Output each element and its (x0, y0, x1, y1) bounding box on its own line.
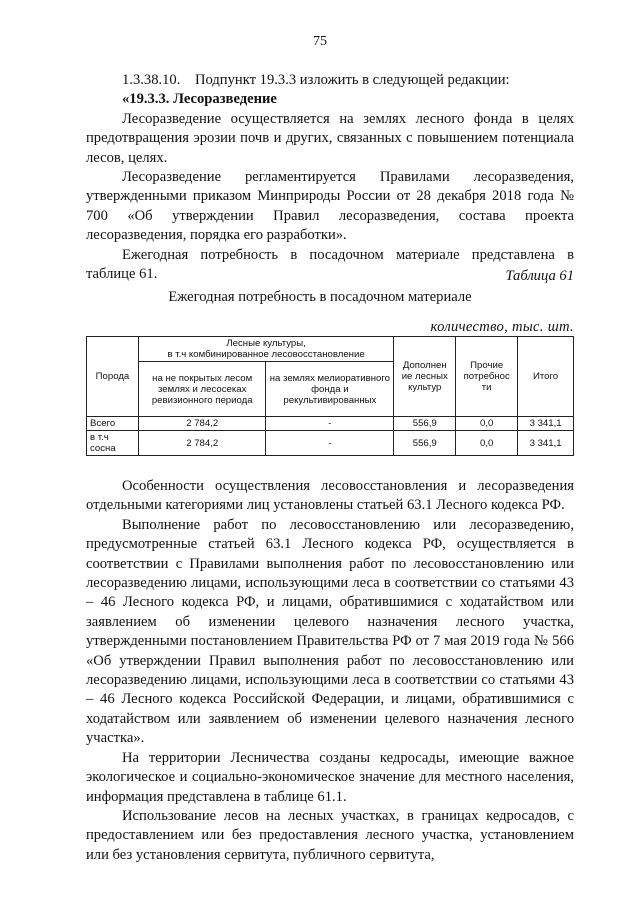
cell-breed: Всего (87, 417, 139, 431)
paragraph-6: На территории Лесничества созданы кедросады, имеющие важное экологическое и социально-экономическое значение для местного населения, информация представлена в таблице 61.1. (86, 749, 574, 805)
body-block (86, 477, 574, 865)
paragraph-7: Использование лесов на лесных участках, в границах кедросадов, с предоставлением или без предоставления лесного участка, установлением или без установления сервитута, публичного сервитута, (86, 807, 574, 863)
paragraph-1: Лесоразведение осуществляется на землях лесного фонда в целях предотвращения эрозии почв и других, связанных с повышением потенциала лесов, целях. (86, 110, 574, 166)
cell-unforested: 2 784,2 (138, 417, 266, 431)
amendment-line: 1.3.38.10. Подпункт 19.3.3 изложить в следующей редакции: (122, 72, 510, 88)
cell-total: 3 341,1 (518, 417, 574, 431)
header-reclamation-lands: на землях мелиоративного фонда и рекультивированных (266, 362, 394, 417)
cell-other: 0,0 (456, 431, 518, 456)
table-header-row (87, 337, 574, 362)
header-breed: Порода (87, 337, 139, 417)
cell-supplement: 556,9 (394, 431, 456, 456)
page-number: 75 (313, 34, 327, 49)
section-heading: «19.3.3. Лесоразведение (122, 91, 277, 108)
cell-total: 3 341,1 (518, 431, 574, 456)
table-row (87, 431, 574, 456)
table-row (87, 417, 574, 431)
table-title: Ежегодная потребность в посадочном материале (168, 289, 472, 305)
paragraph-4: Особенности осуществления лесовосстановления и лесоразведения отдельными категориями лиц установлены статьей 63.1 Лесного кодекса РФ. (86, 478, 574, 514)
cell-supplement: 556,9 (394, 417, 456, 431)
intro-block (86, 71, 574, 284)
paragraph-5: Выполнение работ по лесовосстановлению или лесоразведению, предусмотренные статьей 63.1 Лесного кодекса РФ, осуществляется в соответствии с Правилами выполнения работ по лесовосстановлению или лесоразведению лицами, использующими леса в соответствии со статьями 43 – 46 Лесного кодекса РФ, и лицами, обратившимися с ходатайством или заявлением об изменении целевого назначения лесного участка, утвержденными постановлением Правительства РФ от 7 мая 2019 года № 566 «Об утверждении Правил выполнения работ по лесовосстановлению или лесоразведению лицами, использующими леса в соответствии со статьями 43 – 46 Лесного кодекса Российской Федерации, и лицами, обратившимися с ходатайством или заявлением об изменении целевого назначения лесного участка». (86, 516, 574, 747)
header-supplement: Дополнен ие лесных культур (394, 337, 456, 417)
cell-unforested: 2 784,2 (138, 431, 266, 456)
seedling-table (86, 336, 574, 456)
paragraph-3: Ежегодная потребность в посадочном материале представлена в таблице 61. (86, 246, 574, 283)
header-other-needs: Прочие потребнос ти (456, 337, 518, 417)
header-total: Итого (518, 337, 574, 417)
table-caption: Таблица 61 (505, 268, 574, 284)
cell-breed: в т.ч сосна (87, 431, 139, 456)
header-unforested-lands: на не покрытых лесом землях и лесосеках ревизионного периода (138, 362, 266, 417)
table-units: количество, тыс. шт. (430, 319, 574, 335)
cell-reclamation: - (266, 417, 394, 431)
cell-reclamation: - (266, 431, 394, 456)
paragraph-2: Лесоразведение регламентируется Правилами лесоразведения, утвержденными приказом Минприроды России от 28 декабря 2018 года № 700 «Об утверждении Правил лесоразведения, состава проекта лесоразведения, порядка его разработки». (86, 169, 574, 244)
cell-other: 0,0 (456, 417, 518, 431)
header-forest-cultures: Лесные культуры, в т.ч комбинированное лесовосстановление (138, 337, 393, 362)
